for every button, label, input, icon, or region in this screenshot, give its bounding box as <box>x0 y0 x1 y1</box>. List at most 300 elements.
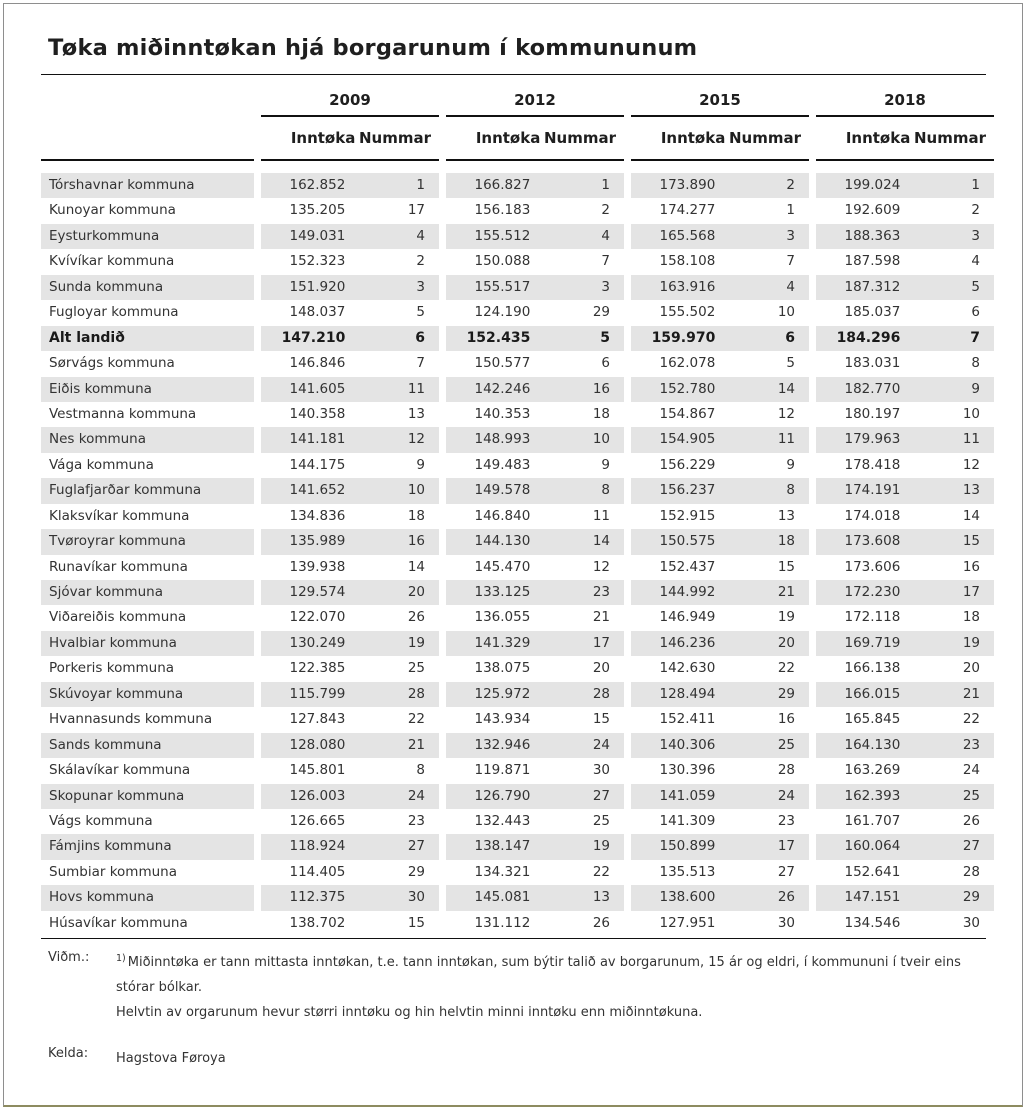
year-values-cell-2009 <box>261 275 439 300</box>
rank-value: 15 <box>592 711 610 728</box>
rank-value: 13 <box>777 507 795 524</box>
rank-value: 8 <box>416 762 425 779</box>
income-value: 158.108 <box>659 253 716 270</box>
rank-value: 21 <box>962 685 980 702</box>
rank-value: 12 <box>777 405 795 422</box>
year-values-cell-2009 <box>261 809 439 834</box>
year-values-cell-2018 <box>816 707 994 732</box>
rank-value: 22 <box>407 711 425 728</box>
income-value: 180.197 <box>844 405 901 422</box>
income-value: 141.605 <box>289 380 346 397</box>
year-values-cell-2018 <box>816 834 994 859</box>
income-value: 125.972 <box>474 685 531 702</box>
rank-value: 4 <box>416 227 425 244</box>
rank-value: 27 <box>962 838 980 855</box>
year-values-cell-2015 <box>631 758 809 783</box>
year-values-cell-2012 <box>446 580 624 605</box>
income-value: 143.934 <box>474 711 531 728</box>
year-values-cell-2015 <box>631 911 809 936</box>
rank-value: 15 <box>777 558 795 575</box>
municipality-name: Viðareiðis kommuna <box>41 605 254 630</box>
table-row <box>41 249 986 274</box>
income-value: 192.609 <box>844 202 901 219</box>
rank-value: 6 <box>971 304 980 321</box>
year-values-cell-2015 <box>631 555 809 580</box>
rank-value: 2 <box>601 202 610 219</box>
municipality-name: Kvívíkar kommuna <box>41 249 254 274</box>
rank-value: 22 <box>592 863 610 880</box>
income-value: 199.024 <box>844 177 901 193</box>
income-value: 183.031 <box>844 355 901 372</box>
rank-value: 16 <box>407 533 425 550</box>
year-values-cell-2012 <box>446 784 624 809</box>
rank-value: 20 <box>777 634 795 651</box>
year-values-cell-2015 <box>631 860 809 885</box>
rank-value: 27 <box>407 838 425 855</box>
income-value: 149.578 <box>474 482 531 499</box>
rank-column-label: Nummar <box>913 129 986 147</box>
income-value: 156.237 <box>659 482 716 499</box>
year-values-cell-2009 <box>261 733 439 758</box>
income-value: 142.246 <box>474 380 531 397</box>
income-value: 151.920 <box>289 278 346 295</box>
year-values-cell-2012 <box>446 555 624 580</box>
year-values-cell-2015 <box>631 580 809 605</box>
year-values-cell-2015 <box>631 427 809 452</box>
municipality-name: Alt landið <box>41 326 254 351</box>
footnote-line1: Miðinntøka er tann mittasta inntøkan, t.e. tann inntøkan, sum býtir talið av borgarunum, 15 ár og eldri, í kommununi í tveir eins stórar bólkar. <box>116 955 961 996</box>
income-column-label: Inntøka <box>660 129 726 147</box>
year-values-cell-2009 <box>261 351 439 376</box>
income-value: 134.546 <box>844 914 901 931</box>
income-value: 149.031 <box>289 227 346 244</box>
income-value: 165.568 <box>659 227 716 244</box>
year-values-cell-2009 <box>261 860 439 885</box>
income-value: 150.575 <box>659 533 716 550</box>
rank-value: 5 <box>971 278 980 295</box>
income-value: 187.598 <box>844 253 901 270</box>
table-row <box>41 733 986 758</box>
income-value: 126.003 <box>289 787 346 804</box>
income-value: 152.915 <box>659 507 716 524</box>
year-header-2018: 2018 <box>816 91 994 117</box>
rank-value: 12 <box>407 431 425 448</box>
income-value: 152.435 <box>466 329 531 346</box>
municipality-name: Skálavíkar kommuna <box>41 758 254 783</box>
year-values-cell-2015 <box>631 326 809 351</box>
rank-value: 28 <box>592 685 610 702</box>
income-value: 131.112 <box>474 914 531 931</box>
table-row <box>41 707 986 732</box>
year-values-cell-2012 <box>446 911 624 936</box>
year-values-cell-2012 <box>446 707 624 732</box>
source-row <box>48 1046 986 1071</box>
income-value: 144.992 <box>659 584 716 600</box>
rank-value: 22 <box>962 711 980 728</box>
year-values-cell-2018 <box>816 224 994 249</box>
rank-value: 7 <box>601 253 610 270</box>
rank-value: 6 <box>415 329 425 346</box>
income-value: 140.353 <box>474 405 531 422</box>
income-value: 155.512 <box>474 227 531 244</box>
rank-column-label: Nummar <box>543 129 616 147</box>
income-value: 141.181 <box>289 431 346 448</box>
income-value: 163.916 <box>659 278 716 295</box>
rank-value: 24 <box>592 736 610 753</box>
table-row <box>41 555 986 580</box>
rank-column-label: Nummar <box>358 129 431 147</box>
rank-value: 7 <box>970 329 980 346</box>
year-values-cell-2018 <box>816 275 994 300</box>
year-values-cell-2012 <box>446 249 624 274</box>
year-values-cell-2015 <box>631 478 809 503</box>
year-values-cell-2018 <box>816 249 994 274</box>
remark-text <box>116 950 986 1025</box>
year-values-cell-2012 <box>446 809 624 834</box>
income-value: 132.946 <box>474 736 531 753</box>
year-values-cell-2012 <box>446 173 624 198</box>
rank-value: 3 <box>786 227 795 244</box>
income-value: 128.080 <box>289 736 346 753</box>
income-value: 152.411 <box>659 711 716 728</box>
year-values-cell-2009 <box>261 682 439 707</box>
year-values-cell-2018 <box>816 784 994 809</box>
rank-value: 9 <box>416 456 425 473</box>
rank-value: 14 <box>777 380 795 397</box>
rank-value: 9 <box>971 380 980 397</box>
year-values-cell-2009 <box>261 478 439 503</box>
table-row <box>41 784 986 809</box>
year-values-cell-2018 <box>816 198 994 223</box>
income-value: 172.118 <box>844 609 901 626</box>
income-value: 152.437 <box>659 558 716 575</box>
year-values-cell-2009 <box>261 707 439 732</box>
year-values-cell-2012 <box>446 605 624 630</box>
rank-value: 23 <box>962 736 980 753</box>
rank-value: 29 <box>962 889 980 906</box>
rank-value: 4 <box>786 278 795 295</box>
rank-value: 10 <box>962 405 980 422</box>
column-labels-2015 <box>631 117 809 161</box>
year-values-cell-2009 <box>261 402 439 427</box>
rank-value: 13 <box>962 482 980 499</box>
table-row <box>41 885 986 910</box>
table-row <box>41 758 986 783</box>
rank-value: 1 <box>601 177 610 193</box>
municipality-name: Húsavíkar kommuna <box>41 911 254 936</box>
rank-value: 25 <box>962 787 980 804</box>
column-label-row <box>41 117 986 161</box>
income-value: 182.770 <box>844 380 901 397</box>
rank-value: 14 <box>407 558 425 575</box>
year-values-cell-2015 <box>631 224 809 249</box>
table-row <box>41 224 986 249</box>
municipality-name: Kunoyar kommuna <box>41 198 254 223</box>
rank-value: 26 <box>592 914 610 931</box>
year-values-cell-2015 <box>631 885 809 910</box>
year-values-cell-2009 <box>261 631 439 656</box>
year-values-cell-2012 <box>446 377 624 402</box>
rank-value: 30 <box>592 762 610 779</box>
year-values-cell-2018 <box>816 478 994 503</box>
year-values-cell-2012 <box>446 504 624 529</box>
year-values-cell-2012 <box>446 275 624 300</box>
income-value: 134.836 <box>289 507 346 524</box>
income-value: 119.871 <box>474 762 531 779</box>
year-values-cell-2018 <box>816 580 994 605</box>
income-value: 160.064 <box>844 838 901 855</box>
year-values-cell-2018 <box>816 656 994 681</box>
municipality-name: Tvøroyrar kommuna <box>41 529 254 554</box>
table-row <box>41 326 986 351</box>
rank-column-label: Nummar <box>728 129 801 147</box>
rank-value: 17 <box>962 584 980 600</box>
rank-value: 11 <box>592 507 610 524</box>
year-values-cell-2012 <box>446 300 624 325</box>
table-row <box>41 453 986 478</box>
income-value: 150.577 <box>474 355 531 372</box>
rank-value: 28 <box>962 863 980 880</box>
year-values-cell-2009 <box>261 427 439 452</box>
income-value: 129.574 <box>289 584 346 600</box>
year-values-cell-2015 <box>631 198 809 223</box>
rank-value: 27 <box>592 787 610 804</box>
rank-value: 20 <box>962 660 980 677</box>
year-values-cell-2018 <box>816 911 994 936</box>
municipality-name: Skopunar kommuna <box>41 784 254 809</box>
rank-value: 5 <box>786 355 795 372</box>
income-value: 149.483 <box>474 456 531 473</box>
year-values-cell-2015 <box>631 173 809 198</box>
year-values-cell-2018 <box>816 733 994 758</box>
income-value: 135.989 <box>289 533 346 550</box>
municipality-name: Klaksvíkar kommuna <box>41 504 254 529</box>
remark-row <box>48 950 986 1025</box>
table-row <box>41 275 986 300</box>
rank-value: 10 <box>777 304 795 321</box>
income-value: 155.502 <box>659 304 716 321</box>
year-values-cell-2009 <box>261 885 439 910</box>
year-values-cell-2018 <box>816 504 994 529</box>
year-values-cell-2015 <box>631 529 809 554</box>
rank-value: 28 <box>777 762 795 779</box>
income-value: 152.641 <box>844 863 901 880</box>
municipality-name: Tórshavnar kommuna <box>41 173 254 198</box>
year-values-cell-2018 <box>816 427 994 452</box>
year-values-cell-2018 <box>816 377 994 402</box>
year-values-cell-2018 <box>816 326 994 351</box>
rank-value: 22 <box>777 660 795 677</box>
rank-value: 1 <box>971 177 980 193</box>
income-value: 138.600 <box>659 889 716 906</box>
year-values-cell-2018 <box>816 300 994 325</box>
income-value: 134.321 <box>474 863 531 880</box>
rank-value: 16 <box>777 711 795 728</box>
year-values-cell-2012 <box>446 198 624 223</box>
rank-value: 12 <box>592 558 610 575</box>
municipality-name: Eysturkommuna <box>41 224 254 249</box>
income-value: 166.015 <box>844 685 901 702</box>
income-value: 161.707 <box>844 812 901 829</box>
year-values-cell-2015 <box>631 707 809 732</box>
year-values-cell-2018 <box>816 529 994 554</box>
column-labels-2012 <box>446 117 624 161</box>
rank-value: 1 <box>786 202 795 219</box>
table-row <box>41 529 986 554</box>
rank-value: 3 <box>416 278 425 295</box>
rank-value: 13 <box>592 889 610 906</box>
income-value: 140.306 <box>659 736 716 753</box>
income-value: 122.385 <box>289 660 346 677</box>
municipality-name: Fugloyar kommuna <box>41 300 254 325</box>
rank-value: 21 <box>407 736 425 753</box>
rank-value: 29 <box>777 685 795 702</box>
income-value: 130.396 <box>659 762 716 779</box>
income-value: 154.867 <box>659 405 716 422</box>
year-values-cell-2009 <box>261 529 439 554</box>
rank-value: 8 <box>971 355 980 372</box>
income-column-label: Inntøka <box>290 129 356 147</box>
year-values-cell-2012 <box>446 326 624 351</box>
table-row <box>41 860 986 885</box>
table-row <box>41 504 986 529</box>
year-values-cell-2015 <box>631 809 809 834</box>
rank-value: 15 <box>407 914 425 931</box>
year-values-cell-2015 <box>631 784 809 809</box>
income-value: 139.938 <box>289 558 346 575</box>
year-values-cell-2018 <box>816 173 994 198</box>
year-values-cell-2015 <box>631 656 809 681</box>
year-values-cell-2009 <box>261 555 439 580</box>
rank-value: 2 <box>971 202 980 219</box>
year-header-2015: 2015 <box>631 91 809 117</box>
income-value: 155.517 <box>474 278 531 295</box>
rank-value: 4 <box>971 253 980 270</box>
table-row <box>41 427 986 452</box>
year-values-cell-2012 <box>446 427 624 452</box>
rank-value: 16 <box>592 380 610 397</box>
year-values-cell-2018 <box>816 885 994 910</box>
title-divider <box>41 74 986 75</box>
rank-value: 11 <box>962 431 980 448</box>
rank-value: 25 <box>407 660 425 677</box>
rank-value: 24 <box>777 787 795 804</box>
year-values-cell-2009 <box>261 758 439 783</box>
table-row <box>41 300 986 325</box>
rank-value: 15 <box>962 533 980 550</box>
year-header-row <box>41 91 986 117</box>
column-labels-2009 <box>261 117 439 161</box>
year-values-cell-2012 <box>446 529 624 554</box>
income-value: 138.147 <box>474 838 531 855</box>
municipality-name: Hvalbiar kommuna <box>41 631 254 656</box>
year-values-cell-2009 <box>261 453 439 478</box>
rank-value: 17 <box>592 634 610 651</box>
footnotes <box>41 950 986 1071</box>
income-value: 146.846 <box>289 355 346 372</box>
year-values-cell-2015 <box>631 300 809 325</box>
rank-value: 6 <box>785 329 795 346</box>
income-value: 173.608 <box>844 533 901 550</box>
income-value: 156.183 <box>474 202 531 219</box>
income-value: 174.191 <box>844 482 901 499</box>
income-value: 162.078 <box>659 355 716 372</box>
income-value: 178.418 <box>844 456 901 473</box>
year-values-cell-2012 <box>446 478 624 503</box>
income-value: 141.329 <box>474 634 531 651</box>
year-values-cell-2009 <box>261 249 439 274</box>
rank-value: 19 <box>777 609 795 626</box>
rank-value: 13 <box>407 405 425 422</box>
year-values-cell-2012 <box>446 758 624 783</box>
income-value: 138.702 <box>289 914 346 931</box>
year-values-cell-2018 <box>816 402 994 427</box>
year-values-cell-2018 <box>816 605 994 630</box>
income-value: 128.494 <box>659 685 716 702</box>
year-values-cell-2012 <box>446 351 624 376</box>
rank-value: 21 <box>592 609 610 626</box>
year-values-cell-2012 <box>446 885 624 910</box>
income-value: 173.606 <box>844 558 901 575</box>
income-value: 124.190 <box>474 304 531 321</box>
rank-value: 18 <box>592 405 610 422</box>
income-value: 152.323 <box>289 253 346 270</box>
income-value: 159.970 <box>651 329 716 346</box>
income-value: 130.249 <box>289 634 346 651</box>
rank-value: 1 <box>416 177 425 193</box>
income-value: 148.037 <box>289 304 346 321</box>
income-value: 147.210 <box>281 329 346 346</box>
municipality-name: Vestmanna kommuna <box>41 402 254 427</box>
year-values-cell-2018 <box>816 631 994 656</box>
rank-value: 18 <box>777 533 795 550</box>
income-column-label: Inntøka <box>475 129 541 147</box>
rank-value: 23 <box>407 812 425 829</box>
rank-value: 25 <box>777 736 795 753</box>
income-value: 154.905 <box>659 431 716 448</box>
municipality-name: Sumbiar kommuna <box>41 860 254 885</box>
footnote-marker: 1) <box>116 952 126 964</box>
year-values-cell-2015 <box>631 631 809 656</box>
table-row <box>41 911 986 936</box>
municipality-name: Fuglafjarðar kommuna <box>41 478 254 503</box>
year-values-cell-2015 <box>631 605 809 630</box>
income-value: 142.630 <box>659 660 716 677</box>
table-row <box>41 656 986 681</box>
table-row <box>41 173 986 198</box>
rank-value: 16 <box>962 558 980 575</box>
income-value: 179.963 <box>844 431 901 448</box>
income-value: 146.949 <box>659 609 716 626</box>
municipality-name: Skúvoyar kommuna <box>41 682 254 707</box>
name-column-header <box>41 117 254 161</box>
rank-value: 29 <box>592 304 610 321</box>
rank-value: 28 <box>407 685 425 702</box>
rank-value: 26 <box>777 889 795 906</box>
year-values-cell-2015 <box>631 834 809 859</box>
income-value: 166.138 <box>844 660 901 677</box>
income-value: 115.799 <box>289 685 346 702</box>
income-value: 163.269 <box>844 762 901 779</box>
year-values-cell-2018 <box>816 682 994 707</box>
rank-value: 9 <box>786 456 795 473</box>
income-value: 127.951 <box>659 914 716 931</box>
rank-value: 5 <box>416 304 425 321</box>
year-values-cell-2018 <box>816 860 994 885</box>
rank-value: 11 <box>407 380 425 397</box>
rank-value: 27 <box>777 863 795 880</box>
year-values-cell-2015 <box>631 402 809 427</box>
